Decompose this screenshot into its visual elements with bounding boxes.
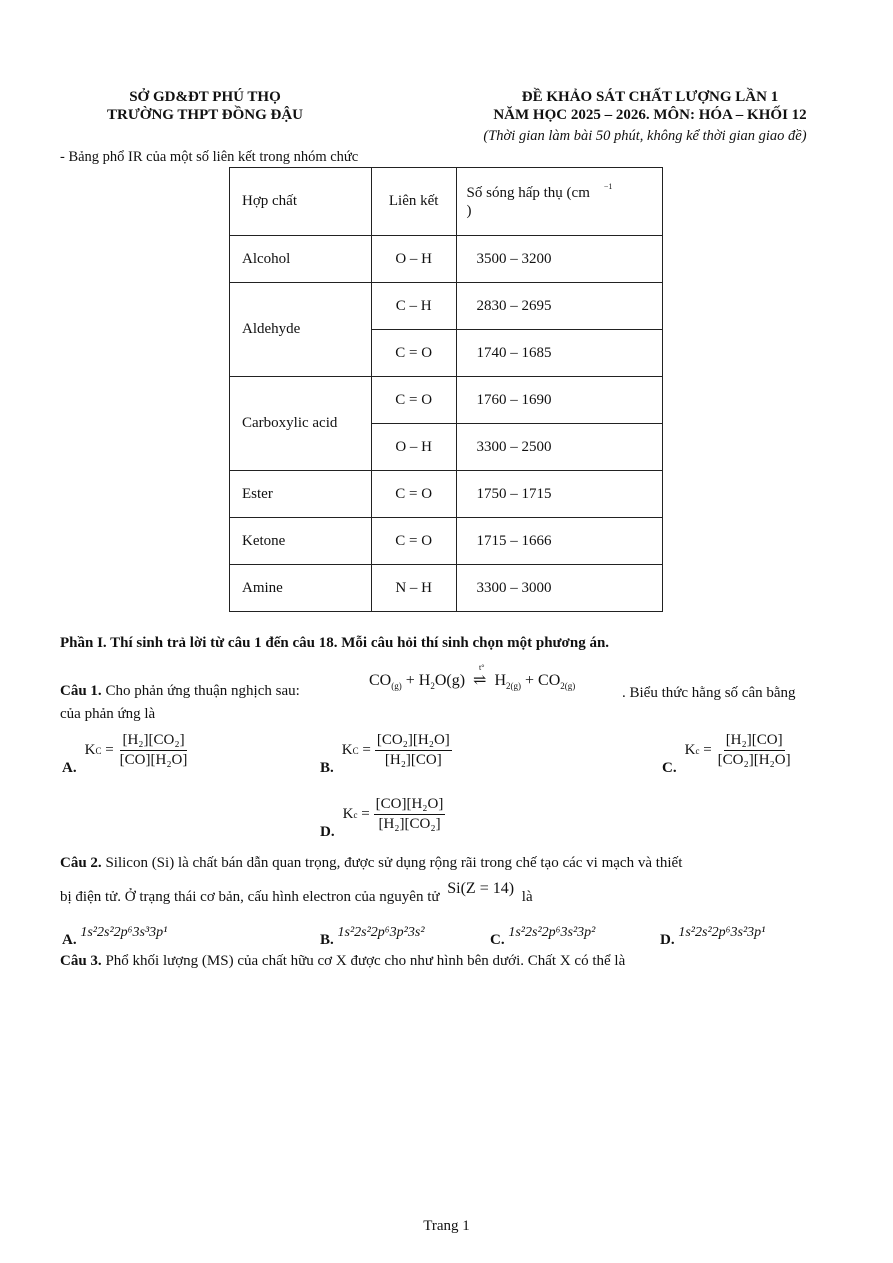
bond-cell: C = O xyxy=(371,518,456,565)
compound-cell: Alcohol xyxy=(230,236,372,283)
range-cell: 2830 – 2695 xyxy=(456,283,662,330)
question-label: Câu 2. xyxy=(60,855,102,871)
ir-table xyxy=(229,167,663,612)
table-row xyxy=(230,518,663,565)
table-row xyxy=(230,471,663,518)
table-row xyxy=(230,565,663,612)
compound-cell: Carboxylic acid xyxy=(230,377,372,471)
question-1 xyxy=(60,683,300,700)
range-cell: 1750 – 1715 xyxy=(456,471,662,518)
option-a[interactable]: A. K C = $\frac{\text{[H₂][CO₂]}}{\text{[CO][H₂O]}}$ xyxy=(62,732,188,776)
bond-cell: C = O xyxy=(371,471,456,518)
bond-cell: O – H xyxy=(371,236,456,283)
option-c[interactable]: C. K c = $\frac{\text{[H₂][CO]}}{\text{[CO₂][H₂O]}}$ xyxy=(662,732,791,776)
range-cell: 3500 – 3200 xyxy=(456,236,662,283)
school-year-subject: NĂM HỌC 2025 – 2026. MÔN: HÓA – KHỐI 12 xyxy=(493,107,807,123)
equilibrium-arrow: t° ⇌ xyxy=(473,663,487,689)
compound-cell: Ester xyxy=(230,471,372,518)
table-header-row xyxy=(230,168,663,236)
option-b[interactable]: B. 1s²2s²2p⁶3p²3s² xyxy=(320,925,425,948)
part1-title: Phần I. Thí sinh trả lời từ câu 1 đến câu 18. Mỗi câu hỏi thí sinh chọn một phương án. xyxy=(60,635,610,651)
option-d[interactable]: D. K c = $\frac{\text{[CO][H₂O]}}{\text{[H₂][CO₂]}}$ xyxy=(320,796,444,840)
question-label: Câu 1. xyxy=(60,683,102,699)
exam-title: ĐỀ KHẢO SÁT CHẤT LƯỢNG LẦN 1 xyxy=(521,89,779,105)
compound-cell: Aldehyde xyxy=(230,283,372,377)
option-c[interactable]: C. 1s²2s²2p⁶3s²3p² xyxy=(490,925,596,948)
compound-cell: Ketone xyxy=(230,518,372,565)
table-row xyxy=(230,283,663,330)
range-cell: 1740 – 1685 xyxy=(456,330,662,377)
question-2-line2: bị điện tử. Ở trạng thái cơ bản, cấu hình electron của nguyên tử Si(Z = 14) là xyxy=(60,880,533,905)
option-b[interactable]: B. K C = $\frac{\text{[CO₂][H₂O]}}{\text{[H₂][CO]}}$ xyxy=(320,732,450,776)
question-label: Câu 3. xyxy=(60,953,102,969)
bond-cell: O – H xyxy=(371,424,456,471)
compound-cell: Amine xyxy=(230,565,372,612)
department-name: SỞ GD&ĐT PHÚ THỌ xyxy=(129,89,281,105)
range-cell: 1715 – 1666 xyxy=(456,518,662,565)
equilibrium-equation: $CO_{(g)} + H_2O(g)$ t° ⇌ $H_{2(g)} + CO_{2(g)}$ xyxy=(369,663,576,692)
question-2 xyxy=(60,855,682,872)
exam-duration: (Thời gian làm bài 50 phút, không kể thời gian giao đề) xyxy=(483,128,807,144)
range-cell: 1760 – 1690 xyxy=(456,377,662,424)
question-text: Phổ khối lượng (MS) của chất hữu cơ X được cho như hình bên dưới. Chất X có thể là xyxy=(105,953,626,969)
page-number: Trang 1 xyxy=(423,1218,470,1234)
option-a[interactable]: A. 1s²2s²2p⁶3s³3p¹ xyxy=(62,925,168,948)
bond-cell: C – H xyxy=(371,283,456,330)
table-row xyxy=(230,377,663,424)
question-3 xyxy=(60,953,625,970)
silicon-notation: Si(Z = 14) xyxy=(447,880,515,897)
question-text: Silicon (Si) là chất bán dẫn quan trọng, được sử dụng rộng rãi trong chế tạo các vi mạch và thiết xyxy=(105,855,683,871)
question-text: Cho phản ứng thuận nghịch sau: xyxy=(105,683,300,699)
ir-intro: - Bảng phổ IR của một số liên kết trong nhóm chức xyxy=(60,149,359,165)
school-name: TRƯỜNG THPT ĐỒNG ĐẬU xyxy=(107,107,303,123)
header-bond: Liên kết xyxy=(371,168,456,236)
question-text-continued: . Biểu thức hằng số cân bằng xyxy=(622,685,796,701)
bond-cell: C = O xyxy=(371,330,456,377)
table-row xyxy=(230,236,663,283)
range-cell: 3300 – 2500 xyxy=(456,424,662,471)
question-text-line2: của phản ứng là xyxy=(60,706,156,722)
range-cell: 3300 – 3000 xyxy=(456,565,662,612)
option-d[interactable]: D. 1s²2s²2p⁶3s²3p¹ xyxy=(660,925,766,948)
header-wavenumber: Số sóng hấp thụ (cm $^{-1}$ ) xyxy=(456,168,662,236)
bond-cell: N – H xyxy=(371,565,456,612)
header-compound: Hợp chất xyxy=(230,168,372,236)
bond-cell: C = O xyxy=(371,377,456,424)
